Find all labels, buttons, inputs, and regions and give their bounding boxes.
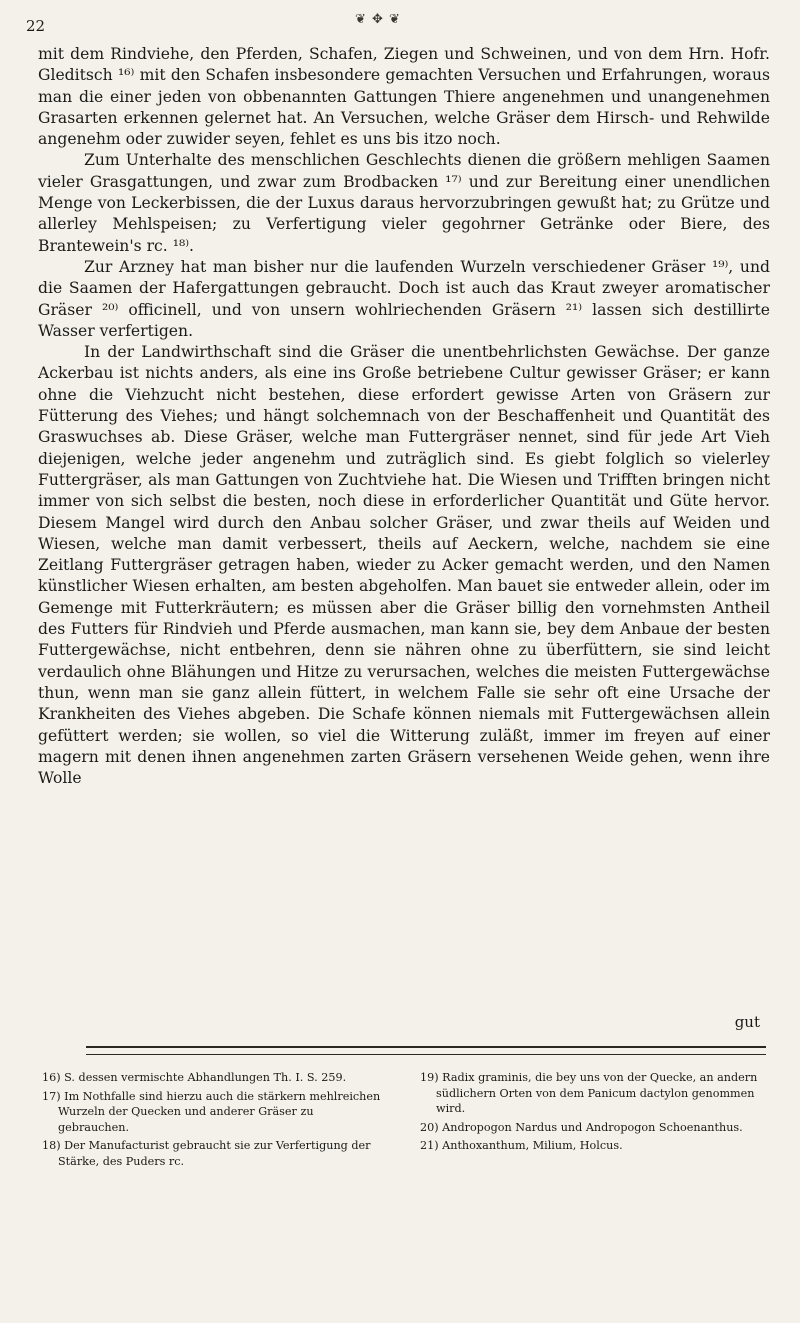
footnotes-right-column: [420, 1070, 766, 1173]
footnotes-left-column: [42, 1070, 388, 1173]
footnotes: [42, 1070, 766, 1173]
footnote: 17) Im Nothfalle sind hierzu auch die stärkern mehlreichen Wurzeln der Quecken und anderer Gräser zu gebrauchen.: [42, 1089, 381, 1134]
paragraph: In der Landwirthschaft sind die Gräser die unentbehrlichsten Gewächse. Der ganze Ackerbau ist nichts anders, als eine ins Große betriebene Cultur gewisser Gräser; er kann ohne die Viehzucht nicht bestehen, diese erfordert gewisse Arten von Gräsern zur Fütterung des Viehes; und hängt solchemnach von der Beschaffenheit und Quantität des Graswuchses ab. Diese Gräser, welche man Futtergräser nennet, sind für jede Art Vieh diejenigen, welche jeder angenehm und zuträglich sind. Es giebt folglich so vielerley Futtergräser, als man Gattungen von Zuchtviehe hat. Die Wiesen und Trifften bringen nicht immer von sich selbst die besten, noch diese in erforderlicher Quantität und Güte hervor. Diesem Mangel wird durch den Anbau solcher Gräser, und zwar theils auf Weiden und Wiesen, welche man damit verbessert, theils auf Aeckern, welche, nachdem sie eine Zeitlang Futtergräser getragen haben, wieder zu Acker gemacht werden, und den Namen künstlicher Wiesen erhalten, am besten abgeholfen. Man bauet sie entweder allein, oder im Gemenge mit Futterkräutern; es müssen aber die Gräser billig den vornehmsten Antheil des Futters für Rindvieh und Pferde ausmachen, man kann sie, bey dem Anbaue der besten Futtergewächse, nicht entbehren, denn sie nähren ohne zu überfüttern, sie sind leicht verdaulich ohne Blähungen und Hitze zu verursachen, welches die meisten Futtergewächse thun, wenn man sie ganz allein füttert, in welchem Falle sie sehr oft eine Ursache der Krankheiten des Viehes abgeben. Die Schafe können niemals mit Futtergewächsen allein gefüttert werden; sie wollen, so viel die Witterung zuläßt, immer im freyen auf einer magern mit denen ihnen angenehmen zarten Gräsern versehenen Weide gehen, wenn ihre Wolle: [38, 343, 770, 788]
paragraph: mit dem Rindviehe, den Pferden, Schafen, Ziegen und Schweinen, und von dem Hrn. Hofr. Gleditsch ¹⁶⁾ mit den Schafen insbesondere gemachten Versuchen und Erfahrungen, woraus man die einer jeden von obbenannten Gattungen Thiere angenehmen und unangenehmen Grasarten erkennen gelernet hat. An Versuchen, welche Gräser dem Hirsch- und Rehwilde angenehm oder zuwider seyen, fehlet es uns bis itzo noch.: [38, 45, 770, 149]
footnote: 20) Andropogon Nardus und Andropogon Schoenanthus.: [420, 1120, 743, 1134]
footnote: 16) S. dessen vermischte Abhandlungen Th. I. S. 259.: [42, 1071, 347, 1084]
footnote: 18) Der Manufacturist gebraucht sie zur Verfertigung der Stärke, des Puders rc.: [42, 1139, 371, 1168]
header-ornament: ❦ ✥ ❦: [355, 12, 401, 27]
paragraph: Zur Arzney hat man bisher nur die laufenden Wurzeln verschiedener Gräser ¹⁹⁾, und die Saamen der Hafergattungen gebraucht. Doch ist auch das Kraut zweyer aromatischer Gräser ²⁰⁾ officinell, und von unsern wohlriechenden Gräsern ²¹⁾ lassen sich destillirte Wasser verfertigen.: [38, 257, 770, 340]
paragraph: Zum Unterhalte des menschlichen Geschlechts dienen die größern mehligen Saamen vieler Grasgattungen, und zwar zum Brodbacken ¹⁷⁾ und zur Bereitung einer unendlichen Menge von Leckerbissen, die der Luxus daraus hervorzubringen gewußt hat; zu Grütze und allerley Mehlspeisen; zu Verfertigung vieler gegohrner Getränke oder Biere, des Brantewein's rc. ¹⁸⁾.: [38, 151, 770, 255]
footnote: 19) Radix graminis, die bey uns von der Quecke, an andern südlichern Orten von dem Panicum dactylon genommen wird.: [420, 1071, 758, 1116]
footnote-separator: [86, 1046, 766, 1055]
page-number: 22: [26, 17, 46, 35]
catchword: gut: [734, 1013, 760, 1031]
body-text: [38, 44, 770, 789]
footnote: 21) Anthoxanthum, Milium, Holcus.: [420, 1139, 623, 1153]
